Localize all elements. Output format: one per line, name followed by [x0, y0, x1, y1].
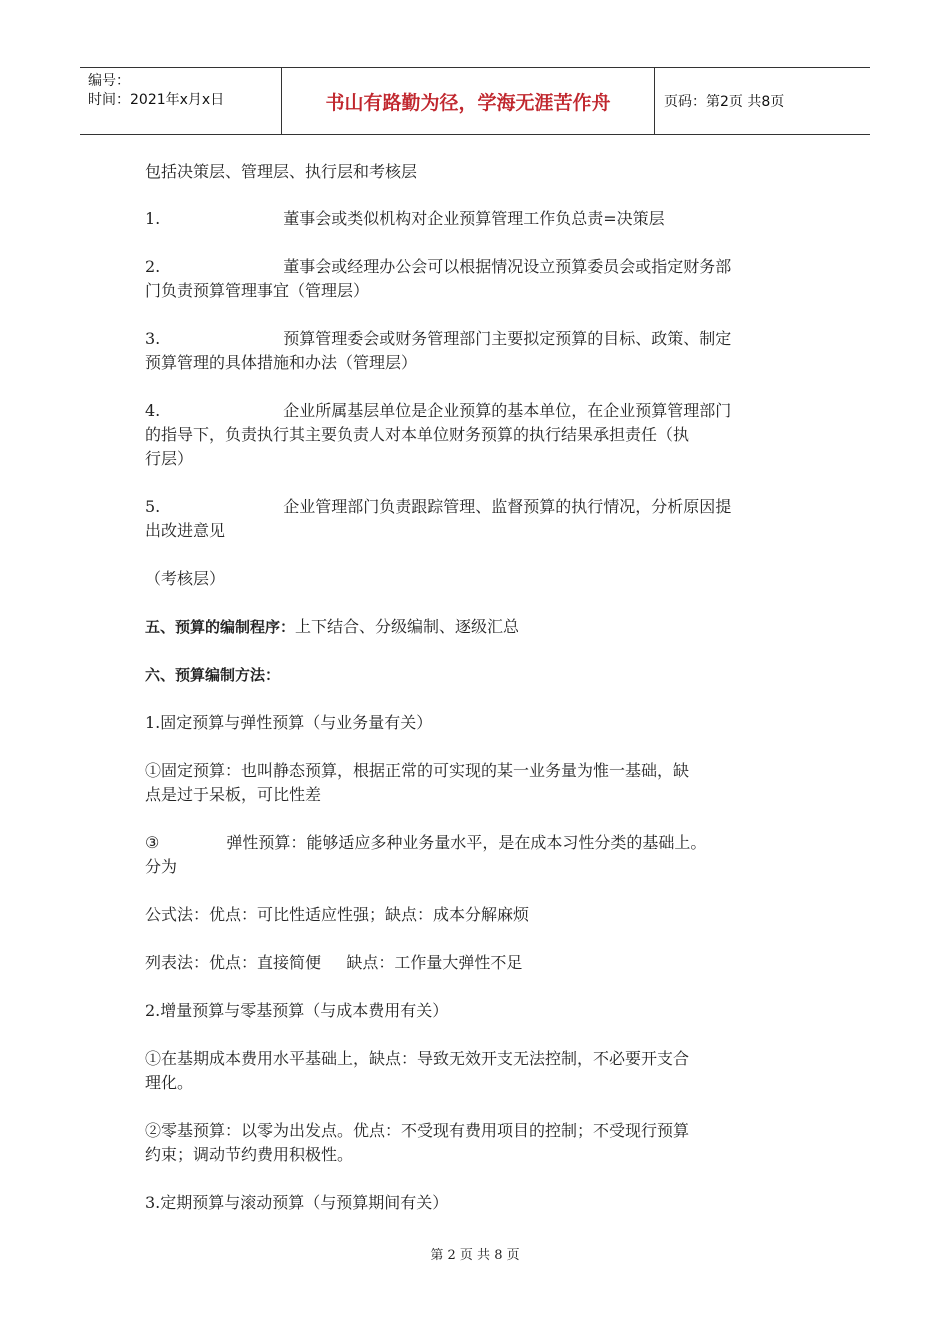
item-5-continuation: 出改进意见 — [145, 521, 226, 540]
section-6 — [145, 663, 810, 687]
item-2-continuation: 门负责预算管理事宜（管理层） — [145, 281, 370, 300]
intro-paragraph: 包括决策层、管理层、执行层和考核层 — [145, 162, 418, 181]
method-2-b-continuation: 约束；调动节约费用积极性。 — [145, 1145, 354, 1164]
method-2-title: 2.增量预算与零基预算（与成本费用有关） — [145, 1001, 449, 1020]
item-1-number: 1. — [145, 209, 161, 228]
page-footer: 第 2 页 共 8 页 — [430, 1248, 520, 1263]
item-1 — [145, 207, 810, 231]
item-2 — [145, 255, 810, 279]
item-2-text: 董事会或经理办公会可以根据情况设立预算委员会或指定财务部 — [283, 257, 732, 276]
item-1-text: 董事会或类似机构对企业预算管理工作负总责=决策层 — [283, 209, 665, 228]
item-4-continuation-1: 的指导下，负责执行其主要负责人对本单位财务预算的执行结果承担责任（执 — [145, 425, 690, 444]
method-2-b: ②零基预算：以零为出发点。优点：不受现有费用项目的控制；不受现行预算 — [145, 1121, 690, 1140]
item-4 — [145, 399, 810, 423]
item-4-number: 4. — [145, 401, 161, 420]
item-3-text: 预算管理委会或财务管理部门主要拟定预算的目标、政策、制定 — [283, 329, 732, 348]
item-5 — [145, 495, 810, 519]
section-5 — [145, 615, 810, 639]
method-1-b-continuation: 分为 — [145, 857, 178, 876]
item-5-text: 企业管理部门负责跟踪管理、监督预算的执行情况，分析原因提 — [283, 497, 732, 516]
section-5-text: 上下结合、分级编制、逐级汇总 — [295, 617, 520, 636]
page-header — [80, 67, 870, 135]
method-2-a: ①在基期成本费用水平基础上，缺点：导致无效开支无法控制，不必要开支合 — [145, 1049, 690, 1068]
code-label: 编号： — [88, 73, 130, 89]
section-5-heading: 五、预算的编制程序： — [145, 618, 296, 636]
time-label: 时间：2021年x月x日 — [88, 92, 225, 108]
item-5-number: 5. — [145, 497, 161, 516]
item-2-number: 2. — [145, 257, 161, 276]
header-page-info: 页码：第2页 共8页 — [664, 94, 785, 110]
item-3-continuation: 预算管理的具体措施和办法（管理层） — [145, 353, 418, 372]
formula-method: 公式法：优点：可比性适应性强；缺点：成本分解麻烦 — [145, 905, 530, 924]
item-5-tail: （考核层） — [145, 569, 226, 588]
header-meta — [80, 68, 282, 134]
method-2-a-continuation: 理化。 — [145, 1073, 194, 1092]
item-4-continuation-2: 行层） — [145, 449, 194, 468]
method-1-b-text: 弹性预算：能够适应多种业务量水平，是在成本习性分类的基础上。 — [226, 833, 707, 852]
section-6-heading: 六、预算编制方法： — [145, 666, 281, 684]
table-method: 列表法：优点：直接简便 缺点：工作量大弹性不足 — [145, 953, 523, 972]
item-3-number: 3. — [145, 329, 161, 348]
method-1-a: ①固定预算：也叫静态预算，根据正常的可实现的某一业务量为惟一基础，缺 — [145, 761, 690, 780]
item-3 — [145, 327, 810, 351]
method-1-title: 1.固定预算与弹性预算（与业务量有关） — [145, 713, 433, 732]
item-4-text: 企业所属基层单位是企业预算的基本单位，在企业预算管理部门 — [283, 401, 732, 420]
method-1-b-number: ③ — [145, 833, 160, 852]
header-motto: 书山有路勤为径，学海无涯苦作舟 — [282, 68, 655, 134]
method-1-b — [145, 831, 810, 855]
method-1-a-continuation: 点是过于呆板，可比性差 — [145, 785, 322, 804]
method-3-title: 3.定期预算与滚动预算（与预算期间有关） — [145, 1193, 449, 1212]
